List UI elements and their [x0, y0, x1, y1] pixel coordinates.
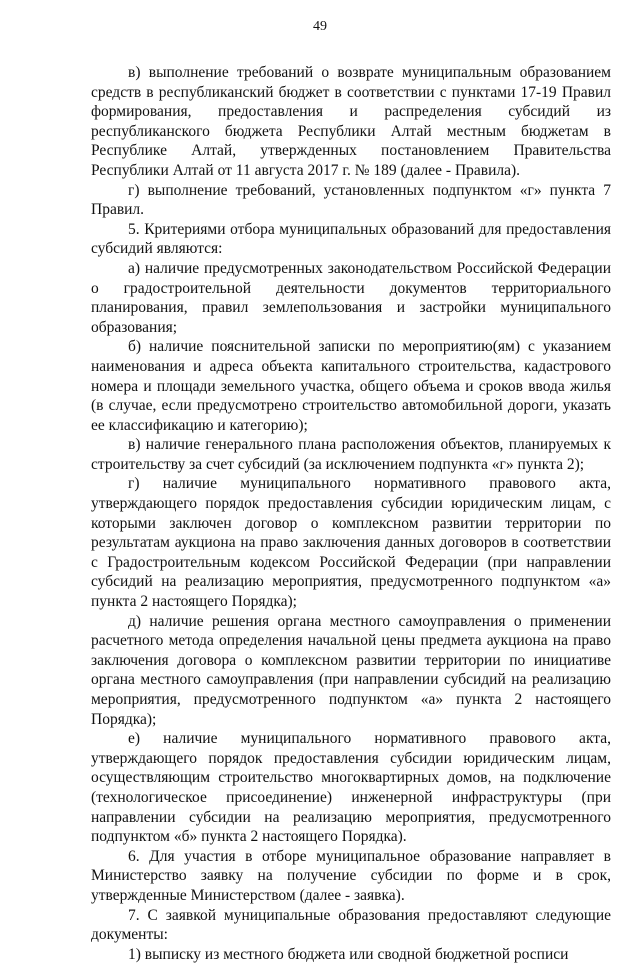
- paragraph-g-normative-act: г) наличие муниципального нормативного правового акта, утверждающего порядок предоставления субсидии юридическим лицам, с которыми заключен договор о комплексном развитии территории по результатам аукциона на право заключения данных договоров в соответствии с Градостроительным кодексом Российской Федерации (при направлении субсидий на реализацию мероприятия, предусмотренного подпунктом «а» пункта 2 настоящего Порядка);: [91, 475, 611, 611]
- paragraph-7-documents: 7. С заявкой муниципальные образования предоставляют следующие документы:: [91, 906, 611, 944]
- paragraph-e-normative-act: е) наличие муниципального нормативного правового акта, утверждающего порядок предоставления субсидии юридическим лицам, осуществляющим строительство многоквартирных домов, на подключение (технологическое присоединение) инженерной инфраструктуры (при направлении субсидии на реализацию мероприятия, предусмотренного подпунктом «б» пункта 2 настоящего Порядка).: [91, 730, 611, 846]
- paragraph-6-application: 6. Для участия в отборе муниципальное образование направляет в Министерство заявку на получение субсидии по форме и в срок, утвержденные Министерством (далее - заявка).: [91, 847, 611, 904]
- paragraph-v-return-requirements: в) выполнение требований о возврате муниципальным образованием средств в республиканский бюджет в соответствии с пунктами 17-19 Правил формирования, предоставления и распределения субсидий из республиканского бюджета Республики Алтай местным бюджетам в Республике Алтай, утвержденных постановлением Правительства Республики Алтай от 11 августа 2017 г. № 189 (далее - Правила).: [91, 64, 611, 179]
- paragraph-b-explanatory-note: б) наличие пояснительной записки по мероприятию(ям) с указанием наименования и адреса объекта капитального строительства, кадастрового номера и площади земельного участка, общего объема и сроков ввода жилья (в случае, если предусмотрено строительство автомобильной дороги, указать ее классификацию и категорию);: [91, 338, 611, 434]
- paragraph-d-local-decision: д) наличие решения органа местного самоуправления о применении расчетного метода определения начальной цены предмета аукциона на право заключения договора о комплексном развитии территории по инициативе органа местного самоуправления (при направлении субсидий на реализацию мероприятия, предусмотренного подпунктом «а» пункта 2 настоящего Порядка);: [91, 612, 611, 728]
- paragraph-v-general-plan: в) наличие генерального плана расположения объектов, планируемых к строительству за счет субсидий (за исключением подпункта «г» пункта 2);: [91, 436, 611, 473]
- paragraph-a-planning-documents: а) наличие предусмотренных законодательством Российской Федерации о градостроительной деятельности документов территориального планирования, правил землепользования и застройки муниципального образования;: [91, 259, 611, 336]
- paragraph-1-budget-extract: 1) выписку из местного бюджета или сводной бюджетной росписи: [128, 945, 569, 963]
- document-body: [91, 63, 611, 964]
- paragraph-5-criteria: 5. Критериями отбора муниципальных образований для предоставления субсидий являются:: [91, 220, 611, 258]
- paragraph-g-requirements: г) выполнение требований, установленных подпунктом «г» пункта 7 Правил.: [91, 181, 611, 219]
- page-number: 49: [313, 19, 327, 34]
